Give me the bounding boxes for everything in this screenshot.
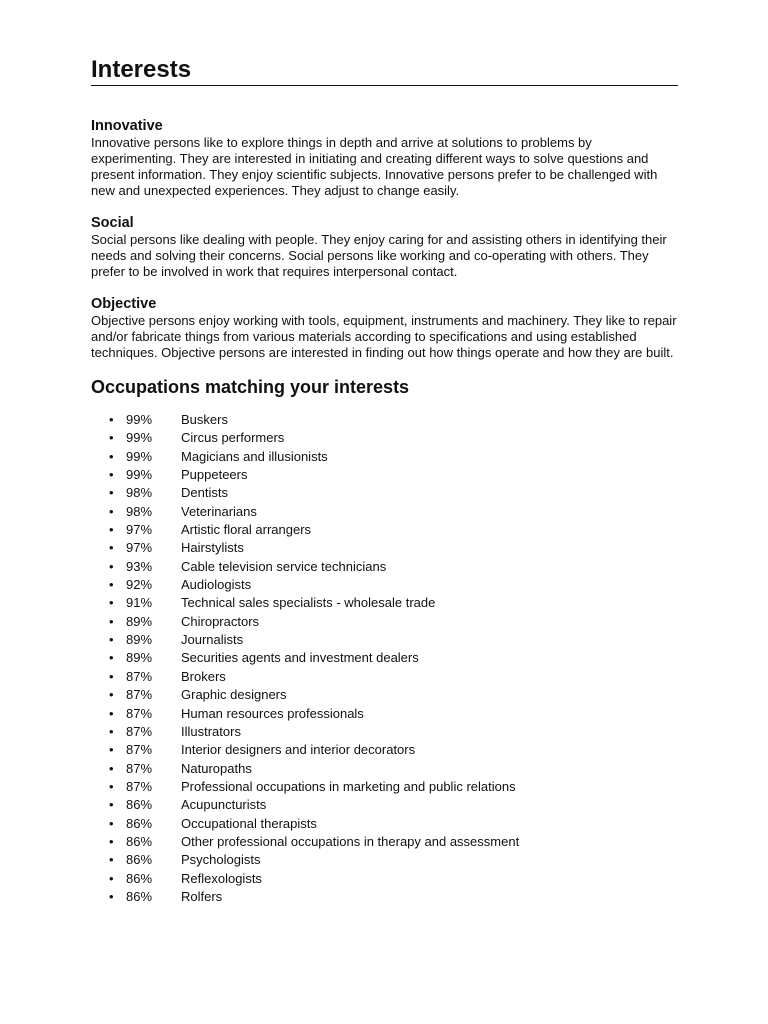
match-percentage: 86% bbox=[126, 888, 153, 904]
bullet-icon: • bbox=[109, 705, 114, 721]
occupation-name: Brokers bbox=[181, 668, 226, 684]
occupation-name: Psychologists bbox=[181, 852, 261, 868]
list-item bbox=[91, 558, 678, 576]
match-percentage: 91% bbox=[126, 595, 153, 611]
occupation-name: Puppeteers bbox=[181, 467, 248, 483]
bullet-icon: • bbox=[109, 540, 114, 556]
occupation-name: Illustrators bbox=[181, 723, 241, 739]
occupation-name: Chiropractors bbox=[181, 613, 260, 629]
list-item bbox=[91, 796, 678, 814]
list-item bbox=[91, 649, 678, 667]
list-item bbox=[91, 815, 678, 833]
bullet-icon: • bbox=[109, 467, 114, 483]
occupation-name: Circus performers bbox=[181, 430, 285, 446]
match-percentage: 98% bbox=[126, 503, 153, 519]
bullet-icon: • bbox=[109, 613, 114, 629]
bullet-icon: • bbox=[109, 485, 114, 501]
match-percentage: 99% bbox=[126, 467, 153, 483]
bullet-icon: • bbox=[109, 632, 114, 648]
match-percentage: 89% bbox=[126, 650, 153, 666]
occupations-heading: Occupations matching your interests bbox=[91, 377, 410, 397]
match-percentage: 93% bbox=[126, 558, 153, 574]
section-objective bbox=[91, 296, 678, 361]
bullet-icon: • bbox=[109, 815, 114, 831]
list-item bbox=[91, 760, 678, 778]
list-item bbox=[91, 851, 678, 869]
match-percentage: 86% bbox=[126, 833, 153, 849]
occupation-name: Audiologists bbox=[181, 577, 252, 593]
bullet-icon: • bbox=[109, 577, 114, 593]
section-heading: Objective bbox=[91, 296, 157, 312]
occupation-name: Acupuncturists bbox=[181, 797, 267, 813]
match-percentage: 87% bbox=[126, 723, 153, 739]
list-item bbox=[91, 448, 678, 466]
section-text: Social persons like dealing with people. They enjoy caring for and assisting others in identifying their needs and solving their concerns. Social persons like working and co-operating with others. They prefer to be involved in work that requires interpersonal contact. bbox=[91, 232, 667, 279]
occupation-name: Cable television service technicians bbox=[181, 558, 387, 574]
match-percentage: 87% bbox=[126, 687, 153, 703]
bullet-icon: • bbox=[109, 595, 114, 611]
occupation-name: Veterinarians bbox=[181, 503, 257, 519]
bullet-icon: • bbox=[109, 852, 114, 868]
list-item bbox=[91, 705, 678, 723]
bullet-icon: • bbox=[109, 687, 114, 703]
bullet-icon: • bbox=[109, 503, 114, 519]
occupation-name: Human resources professionals bbox=[181, 705, 364, 721]
section-social bbox=[91, 215, 678, 280]
section-innovative bbox=[91, 118, 678, 199]
match-percentage: 89% bbox=[126, 613, 153, 629]
list-item bbox=[91, 539, 678, 557]
occupation-name: Other professional occupations in therapy and assessment bbox=[181, 833, 520, 849]
bullet-icon: • bbox=[109, 778, 114, 794]
occupation-name: Journalists bbox=[181, 632, 244, 648]
match-percentage: 86% bbox=[126, 797, 153, 813]
bullet-icon: • bbox=[109, 742, 114, 758]
bullet-icon: • bbox=[109, 888, 114, 904]
occupation-name: Buskers bbox=[181, 412, 228, 427]
occupation-name: Interior designers and interior decorators bbox=[181, 742, 416, 758]
page-title: Interests bbox=[91, 56, 678, 86]
bullet-icon: • bbox=[109, 668, 114, 684]
section-text: Innovative persons like to explore things in depth and arrive at solutions to problems by experimenting. They are interested in initiating and creating different ways to solve questions and present information. They enjoy scientific subjects. Innovative persons prefer to be challenged with new and unexpected experiences. They adjust to change easily. bbox=[91, 135, 658, 198]
match-percentage: 87% bbox=[126, 742, 153, 758]
list-item bbox=[91, 594, 678, 612]
list-item bbox=[91, 686, 678, 704]
bullet-icon: • bbox=[109, 412, 114, 427]
list-item bbox=[91, 631, 678, 649]
bullet-icon: • bbox=[109, 870, 114, 886]
bullet-icon: • bbox=[109, 558, 114, 574]
occupation-name: Professional occupations in marketing and public relations bbox=[181, 778, 516, 794]
occupations-list bbox=[91, 411, 678, 906]
list-item bbox=[91, 870, 678, 888]
match-percentage: 89% bbox=[126, 632, 153, 648]
list-item bbox=[91, 576, 678, 594]
list-item bbox=[91, 484, 678, 502]
bullet-icon: • bbox=[109, 522, 114, 538]
match-percentage: 87% bbox=[126, 778, 153, 794]
occupation-name: Securities agents and investment dealers bbox=[181, 650, 419, 666]
list-item bbox=[91, 723, 678, 741]
list-item bbox=[91, 668, 678, 686]
match-percentage: 86% bbox=[126, 815, 153, 831]
occupation-name: Artistic floral arrangers bbox=[181, 522, 312, 538]
document-content bbox=[91, 56, 678, 906]
match-percentage: 97% bbox=[126, 540, 153, 556]
match-percentage: 86% bbox=[126, 852, 153, 868]
match-percentage: 99% bbox=[126, 430, 153, 446]
bullet-icon: • bbox=[109, 760, 114, 776]
match-percentage: 87% bbox=[126, 760, 153, 776]
match-percentage: 92% bbox=[126, 577, 153, 593]
match-percentage: 87% bbox=[126, 668, 153, 684]
match-percentage: 97% bbox=[126, 522, 153, 538]
occupation-name: Dentists bbox=[181, 485, 228, 501]
list-item bbox=[91, 503, 678, 521]
list-item bbox=[91, 833, 678, 851]
section-text: Objective persons enjoy working with tools, equipment, instruments and machinery. They like to repair and/or fabricate things from various materials according to specifications and using established techniques. Objective persons are interested in finding out how things operate and how they are built. bbox=[91, 313, 677, 360]
match-percentage: 98% bbox=[126, 485, 153, 501]
match-percentage: 99% bbox=[126, 412, 153, 427]
occupation-name: Naturopaths bbox=[181, 760, 252, 776]
occupation-name: Hairstylists bbox=[181, 540, 244, 556]
occupation-name: Rolfers bbox=[181, 888, 223, 904]
bullet-icon: • bbox=[109, 723, 114, 739]
list-item bbox=[91, 429, 678, 447]
match-percentage: 99% bbox=[126, 448, 153, 464]
bullet-icon: • bbox=[109, 650, 114, 666]
list-item bbox=[91, 778, 678, 796]
list-item bbox=[91, 521, 678, 539]
list-item bbox=[91, 741, 678, 759]
occupation-name: Reflexologists bbox=[181, 870, 262, 886]
section-heading: Social bbox=[91, 215, 134, 231]
occupation-name: Technical sales specialists - wholesale trade bbox=[181, 595, 436, 611]
list-item bbox=[91, 411, 678, 429]
list-item bbox=[91, 466, 678, 484]
section-heading: Innovative bbox=[91, 118, 163, 134]
occupation-name: Occupational therapists bbox=[181, 815, 317, 831]
bullet-icon: • bbox=[109, 430, 114, 446]
occupation-name: Graphic designers bbox=[181, 687, 287, 703]
match-percentage: 86% bbox=[126, 870, 153, 886]
bullet-icon: • bbox=[109, 833, 114, 849]
bullet-icon: • bbox=[109, 448, 114, 464]
list-item bbox=[91, 613, 678, 631]
bullet-icon: • bbox=[109, 797, 114, 813]
match-percentage: 87% bbox=[126, 705, 153, 721]
list-item bbox=[91, 888, 678, 906]
occupation-name: Magicians and illusionists bbox=[181, 448, 328, 464]
